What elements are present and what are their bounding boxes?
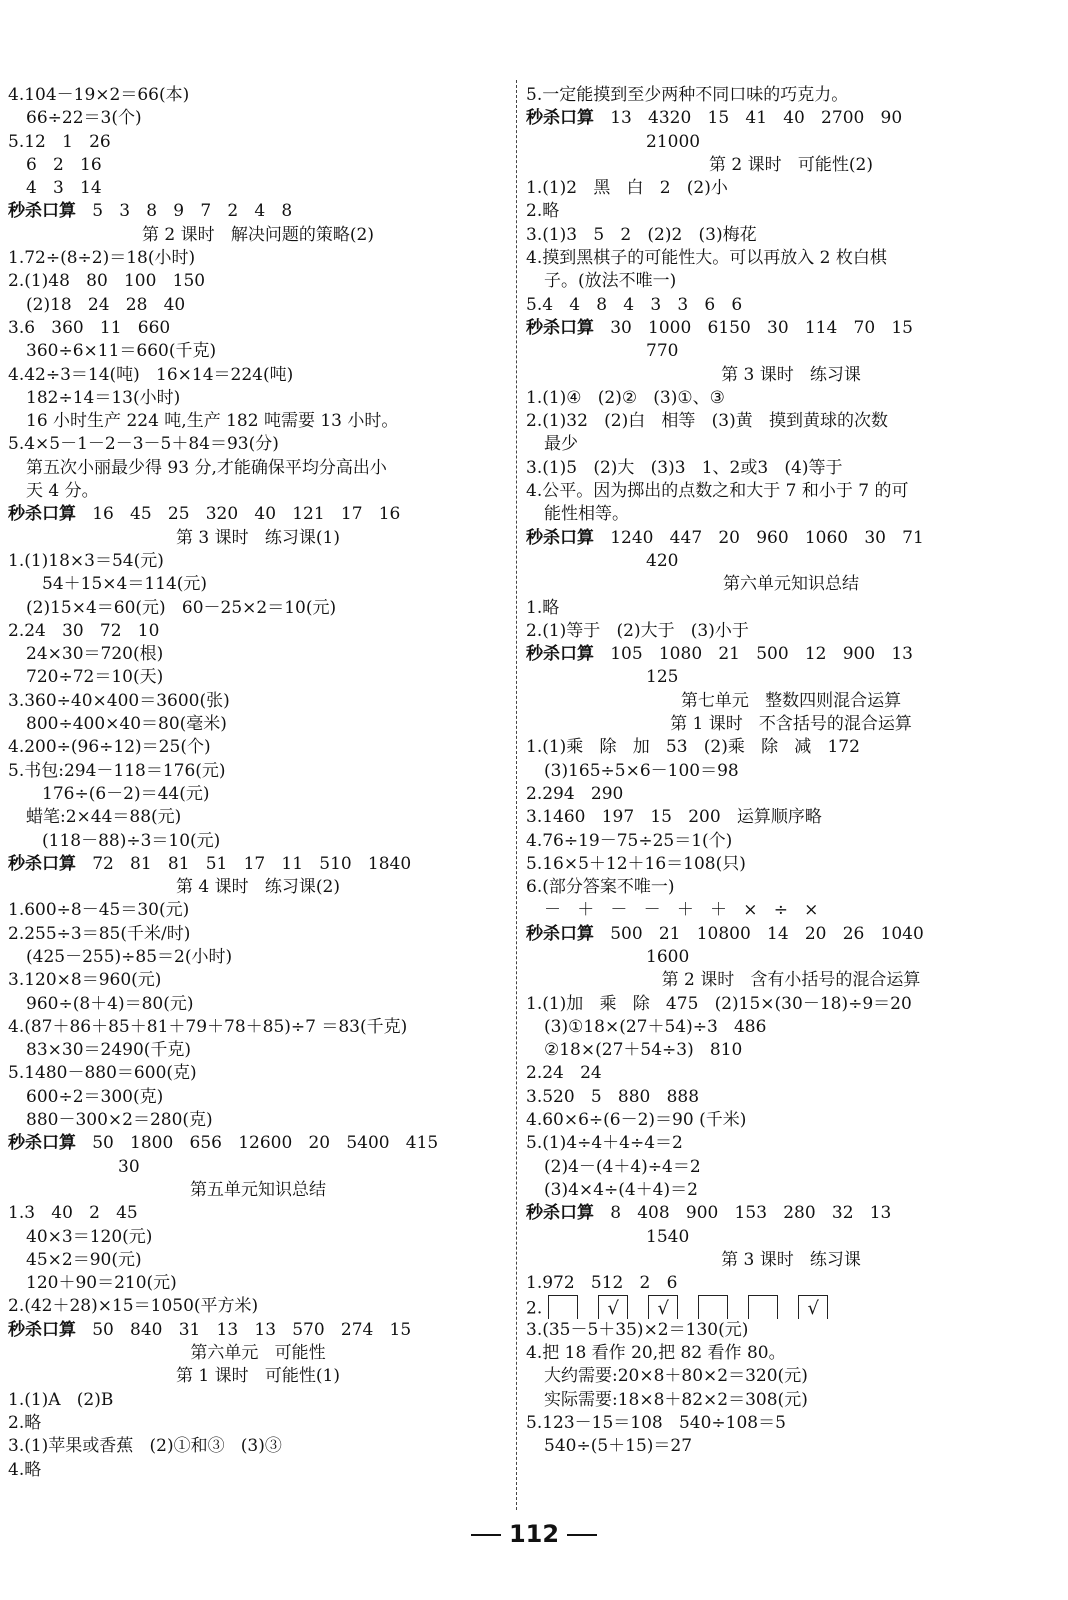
answer-line [8,1179,508,1202]
answer-line [8,480,508,503]
answer-text: 66÷22＝3(个) [26,108,142,129]
answer-line [8,340,508,363]
answer-line [8,1389,508,1412]
answer-text: 21000 [646,131,701,152]
answer-line [526,433,1056,456]
answer-line [526,1086,1056,1109]
answer-line [526,597,1056,620]
answer-line [526,1342,1056,1365]
answer-text: (2)4－(4＋4)÷4＝2 [544,1156,701,1177]
answer-text: 4.公平。因为掷出的点数之和大于 7 和小于 7 的可 [526,481,909,502]
answer-line [8,899,508,922]
answer-line [8,1202,508,1225]
quick-calc-label: 秒杀口算 [8,504,76,525]
answer-line [526,643,1056,666]
answer-line [526,177,1056,200]
quick-calc-label: 秒杀口算 [526,644,594,665]
answer-line [526,1319,1056,1342]
answer-line [8,84,508,107]
answer-line [8,433,508,456]
answer-text: 第 3 课时 练习课 [721,1249,861,1270]
answer-text: 960÷(8＋4)＝80(元) [26,993,194,1014]
answer-line [526,410,1056,433]
answer-line [526,666,1056,689]
answer-line [8,923,508,946]
answer-line [8,200,508,223]
answer-line [8,713,508,736]
answer-text: (118－88)÷3＝10(元) [42,830,221,851]
quick-calc-label: 秒杀口算 [8,853,76,874]
column-divider [516,80,517,1510]
answer-line [526,1249,1056,1272]
answer-text: 1.略 [526,597,560,618]
answer-text: 720÷72＝10(天) [26,667,164,688]
answer-line [526,317,1056,340]
answer-line [8,853,508,876]
answer-line [8,597,508,620]
answer-line [8,270,508,293]
answer-text: 50 840 31 13 13 570 274 15 [76,1319,412,1340]
answer-line [8,154,508,177]
answer-text: (3)4×4÷(4＋4)＝2 [544,1179,698,1200]
quick-calc-label: 秒杀口算 [8,201,76,222]
answer-text: (2)18 24 28 40 [26,294,186,315]
answer-line [8,643,508,666]
answer-line [526,876,1056,899]
answer-text: 3.6 360 11 660 [8,317,171,338]
answer-line [8,1086,508,1109]
answer-text: (3)165÷5×6－100＝98 [544,760,739,781]
answer-line [526,783,1056,806]
answer-line [8,1295,508,1318]
answer-text: (2)15×4＝60(元) 60－25×2＝10(元) [26,597,337,618]
answer-text: 3.1460 197 15 200 运算顺序略 [526,807,822,828]
answer-text: 4 3 14 [26,178,102,199]
answer-text: 第 2 课时 可能性(2) [709,154,873,175]
answer-text: 176÷(6－2)＝44(元) [42,783,210,804]
answer-line [8,666,508,689]
answer-line [526,1062,1056,1085]
answer-text: 16 小时生产 224 吨,生产 182 吨需要 13 小时。 [26,411,399,432]
answer-text: 4.60×6÷(6－2)＝90 (千米) [526,1110,747,1131]
answer-text: 第 1 课时 不含括号的混合运算 [670,714,912,735]
answer-line [8,573,508,596]
answer-text: － ＋ － － ＋ ＋ × ÷ × [544,900,819,921]
answer-text: 第 3 课时 练习课(1) [176,527,340,548]
answer-line [526,853,1056,876]
answer-line [526,1226,1056,1249]
answer-line [526,457,1056,480]
answer-line [8,1365,508,1388]
answer-line [526,1179,1056,1202]
answer-line [8,620,508,643]
answer-text: 1.72÷(8÷2)＝18(小时) [8,248,196,269]
answer-text: 4.200÷(96÷12)＝25(个) [8,737,211,758]
answer-box: √ [798,1295,828,1318]
answer-text: 5.4 4 8 4 3 3 6 6 [526,294,743,315]
answer-text: 子。(放法不唯一) [544,271,677,292]
answer-line [8,550,508,573]
answer-line [526,131,1056,154]
answer-line [526,1412,1056,1435]
answer-text: 5 3 8 9 7 2 4 8 [76,201,293,222]
answer-text: 2.(1)48 80 100 150 [8,271,206,292]
answer-line [8,1132,508,1155]
answer-line [526,247,1056,270]
answer-text: 1540 [646,1226,690,1247]
answer-text: 实际需要:18×8＋82×2＝308(元) [544,1389,808,1410]
answer-text: 40×3＝120(元) [26,1226,153,1247]
answer-line [8,1319,508,1342]
answer-line [526,1389,1056,1412]
answer-line [526,760,1056,783]
answer-text: 1.(1)乘 除 加 53 (2)乘 除 减 172 [526,737,860,758]
quick-calc-label: 秒杀口算 [526,923,594,944]
answer-line [526,1132,1056,1155]
answer-line [8,876,508,899]
answer-line [526,1156,1056,1179]
answer-text: 54＋15×4＝114(元) [42,574,208,595]
answer-text: 770 [646,341,679,362]
answer-line [8,107,508,130]
answer-text: 5.1480－880＝600(克) [8,1063,197,1084]
answer-line [8,806,508,829]
quick-calc-label: 秒杀口算 [526,527,594,548]
answer-line [8,247,508,270]
answer-line [8,783,508,806]
answer-line [526,1435,1056,1458]
answer-text: 1.(1)18×3＝54(元) [8,550,164,571]
answer-line [526,946,1056,969]
answer-line [8,1459,508,1482]
answer-text: 4.76÷19－75÷25＝1(个) [526,830,733,851]
answer-text: 4.摸到黑棋子的可能性大。可以再放入 2 枚白棋 [526,248,887,269]
answer-text: 360÷6×11＝660(千克) [26,341,217,362]
answer-line [8,946,508,969]
answer-line [526,899,1056,922]
answer-line [526,387,1056,410]
answer-text: 第 1 课时 可能性(1) [176,1366,340,1387]
answer-line [526,107,1056,130]
page-number-dash-right [567,1534,597,1536]
answer-text: 2.24 30 72 10 [8,620,160,641]
answer-text: 5.123－15＝108 540÷108＝5 [526,1412,786,1433]
answer-line [8,503,508,526]
answer-text: 2.24 24 [526,1063,602,1084]
answer-text: 第 2 课时 含有小括号的混合运算 [661,970,921,991]
answer-text: 3.360÷40×400＝3600(张) [8,690,230,711]
answer-text: 第 2 课时 解决问题的策略(2) [142,224,374,245]
answer-line [526,830,1056,853]
answer-text: ②18×(27＋54÷3) 810 [544,1040,743,1061]
answer-line [526,806,1056,829]
answer-text: 第六单元知识总结 [723,574,859,595]
answer-text: 4.把 18 看作 20,把 82 看作 80。 [526,1343,786,1364]
answer-line [526,200,1056,223]
answer-line [526,573,1056,596]
answer-text: 2.略 [8,1412,42,1433]
answer-text: 2.294 290 [526,783,624,804]
answer-text: 105 1080 21 500 12 900 13 [594,644,913,665]
answer-text: 第六单元 可能性 [190,1343,326,1364]
answer-line [526,1295,1056,1318]
answer-text: 4.104－19×2＝66(本) [8,85,190,105]
answer-line [8,830,508,853]
answer-line [8,1435,508,1458]
answer-text: 最少 [544,434,578,455]
answer-line [8,131,508,154]
answer-line [526,154,1056,177]
answer-line [526,1365,1056,1388]
answer-line [8,527,508,550]
page-number-dash-left [471,1534,501,1536]
answer-line [8,410,508,433]
answer-text: 3.520 5 880 888 [526,1086,700,1107]
page-number: 112 [508,1520,560,1548]
answer-line [8,1412,508,1435]
answer-text: 500 21 10800 14 20 26 1040 [594,923,924,944]
answer-box: √ [648,1295,678,1318]
answer-box [748,1295,778,1318]
checkbox-row [548,1295,828,1318]
answer-text: 2.255÷3＝85(千米/时) [8,923,191,944]
answer-text: 蜡笔:2×44＝88(元) [26,807,182,828]
answer-line [526,270,1056,293]
answer-line [8,294,508,317]
answer-text: 125 [646,667,679,688]
answer-text: 5.(1)4÷4＋4÷4＝2 [526,1133,683,1154]
left-column [8,84,508,1482]
answer-line [526,1109,1056,1132]
answer-text: 4.(87＋86＋85＋81＋79＋78＋85)÷7 ＝83(千克) [8,1016,408,1037]
answer-line [8,1109,508,1132]
answer-text: 5.4×5－1－2－3－5＋84＝93(分) [8,434,279,455]
answer-line [526,690,1056,713]
answer-text: 1.3 40 2 45 [8,1203,138,1224]
answer-text: 8 408 900 153 280 32 13 [594,1203,892,1224]
answer-text: 第 4 课时 练习课(2) [176,877,340,898]
right-column [526,84,1056,1459]
answer-text: 30 1000 6150 30 114 70 15 [594,317,913,338]
answer-line [526,340,1056,363]
answer-box: √ [598,1295,628,1318]
answer-line [8,1226,508,1249]
answer-text: 880－300×2＝280(克) [26,1110,213,1131]
answer-text: 50 1800 656 12600 20 5400 415 [76,1133,439,1154]
answer-line [526,503,1056,526]
answer-text: 2.(42＋28)×15＝1050(平方米) [8,1296,259,1317]
answer-line [8,1156,508,1179]
answer-text: 第 3 课时 练习课 [721,364,861,385]
answer-line [8,1062,508,1085]
answer-line [526,1039,1056,1062]
answer-text: 72 81 81 51 17 11 510 1840 [76,853,412,874]
answer-text: 3.(1)3 5 2 (2)2 (3)梅花 [526,224,757,245]
answer-text: 5.书包:294－118＝176(元) [8,760,226,781]
answer-line [8,1249,508,1272]
answer-text: 45×2＝90(元) [26,1249,142,1270]
answer-line [526,923,1056,946]
answer-line [8,969,508,992]
answer-line [8,1342,508,1365]
answer-text: 第五次小丽最少得 93 分,才能确保平均分高出小 [26,457,387,478]
answer-text: 5.16×5＋12＋16＝108(只) [526,853,746,874]
answer-text: 1.(1)加 乘 除 475 (2)15×(30－18)÷9＝20 [526,993,912,1014]
answer-text: 2. [526,1298,543,1319]
answer-text: 30 [118,1156,140,1177]
answer-line [526,993,1056,1016]
answer-text: 1.600÷8－45＝30(元) [8,900,190,921]
answer-text: 4.略 [8,1459,42,1480]
answer-line [526,620,1056,643]
page-number-footer [0,1520,1068,1548]
answer-line [8,317,508,340]
answer-text: (425－255)÷85＝2(小时) [26,946,233,967]
answer-text: 1600 [646,946,690,967]
answer-text: 大约需要:20×8＋80×2＝320(元) [544,1366,808,1387]
answer-text: 6 2 16 [26,154,102,175]
answer-line [526,1272,1056,1295]
answer-text: 800÷400×40＝80(毫米) [26,714,227,735]
answer-line [526,527,1056,550]
answer-line [526,736,1056,759]
answer-text: (3)①18×(27＋54)÷3 486 [544,1016,767,1037]
answer-text: 5.一定能摸到至少两种不同口味的巧克力。 [526,85,849,105]
answer-text: 2.略 [526,201,560,222]
answer-line [8,387,508,410]
answer-text: 能性相等。 [544,504,629,525]
quick-calc-label: 秒杀口算 [8,1133,76,1154]
answer-text: 1.(1)④ (2)② (3)①、③ [526,387,725,408]
answer-text: 3.(1)苹果或香蕉 (2)①和③ (3)③ [8,1436,282,1457]
quick-calc-label: 秒杀口算 [526,317,594,338]
answer-text: 5.12 1 26 [8,131,111,152]
answer-line [8,1039,508,1062]
answer-line [526,480,1056,503]
answer-line [8,690,508,713]
answer-text: 3.120×8＝960(元) [8,970,162,991]
answer-text: 120＋90＝210(元) [26,1273,177,1294]
answer-box [698,1295,728,1318]
answer-line [8,364,508,387]
quick-calc-label: 秒杀口算 [526,108,594,129]
answer-line [8,457,508,480]
answer-text: 6.(部分答案不唯一) [526,877,675,898]
answer-text: 3.(1)5 (2)大 (3)3 1、2或3 (4)等于 [526,457,843,478]
answer-text: 2.(1)32 (2)白 相等 (3)黄 摸到黄球的次数 [526,411,888,432]
answer-text: 天 4 分。 [26,481,99,502]
answer-line [8,1016,508,1039]
answer-line [526,713,1056,736]
answer-text: 1.(1)2 黑 白 2 (2)小 [526,178,728,199]
answer-line [526,224,1056,247]
answer-text: 182÷14＝13(小时) [26,387,181,408]
answer-line [526,550,1056,573]
answer-line [8,993,508,1016]
answer-text: 600÷2＝300(克) [26,1086,164,1107]
answer-text: 16 45 25 320 40 121 17 16 [76,504,401,525]
quick-calc-label: 秒杀口算 [8,1319,76,1340]
answer-text: 540÷(5＋15)＝27 [544,1436,693,1457]
answer-text: 1.(1)A (2)B [8,1389,114,1410]
answer-line [526,1016,1056,1039]
answer-text: 第五单元知识总结 [190,1179,326,1200]
answer-text: 420 [646,550,679,571]
answer-line [8,224,508,247]
answer-text: 1240 447 20 960 1060 30 71 [594,527,924,548]
quick-calc-label: 秒杀口算 [526,1203,594,1224]
answer-text: 2.(1)等于 (2)大于 (3)小于 [526,620,749,641]
answer-line [526,1202,1056,1225]
answer-line [8,736,508,759]
answer-line [526,294,1056,317]
answer-text: 3.(35－5＋35)×2＝130(元) [526,1319,749,1340]
answer-line [526,84,1056,107]
answer-line [8,177,508,200]
answer-text: 第七单元 整数四则混合运算 [680,690,902,711]
answer-text: 1.972 512 2 6 [526,1273,678,1294]
answer-text: 24×30＝720(根) [26,644,164,665]
answer-text: 13 4320 15 41 40 2700 90 [594,108,903,129]
answer-line [8,760,508,783]
answer-line [526,969,1056,992]
answer-text: 4.42÷3＝14(吨) 16×14＝224(吨) [8,364,294,385]
answer-box [548,1295,578,1318]
answer-line [526,364,1056,387]
answer-text: 83×30＝2490(千克) [26,1040,192,1061]
answer-line [8,1272,508,1295]
